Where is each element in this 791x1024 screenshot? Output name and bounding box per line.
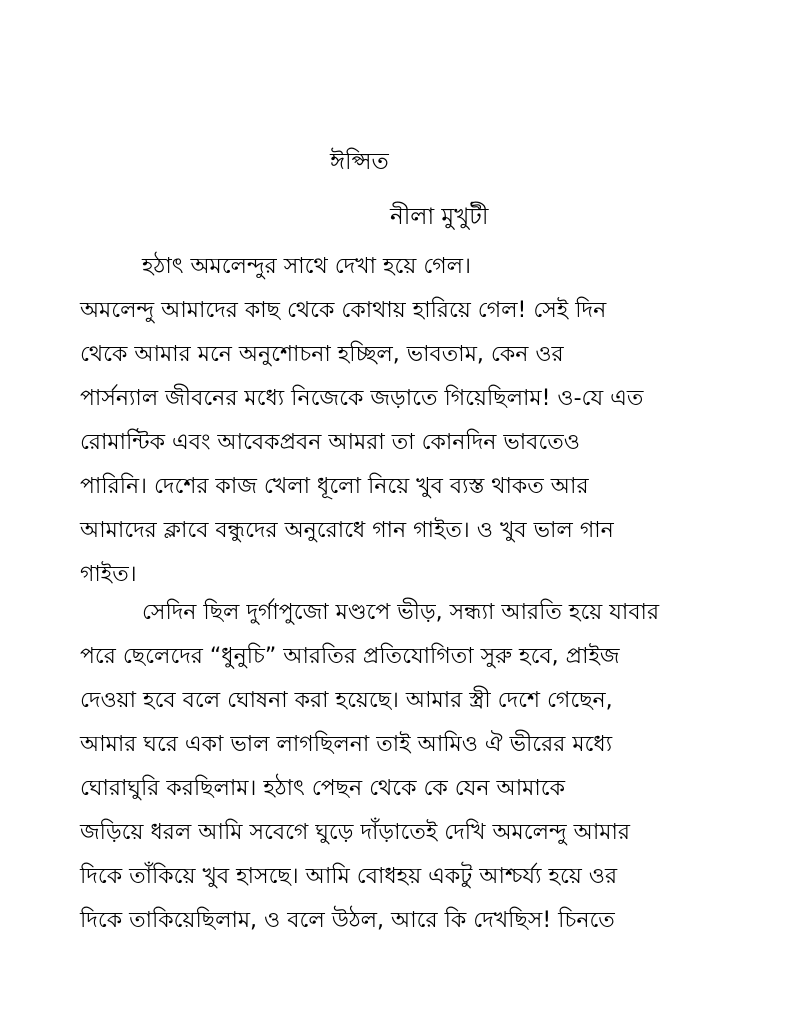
text-line: গাইত। (80, 562, 137, 587)
text-line: পারিনি। দেশের কাজ খেলা ধূলো নিয়ে খুব ব্যস্ত থাকত আর (80, 474, 589, 499)
text-line: সেদিন ছিল দুর্গাপুজো মণ্ডপে ভীড়, সন্ধ্যা আরতি হয়ে যাবার (142, 600, 660, 625)
text-line: পরে ছেলেদের “ধুনুচি” আরতির প্রতিযোগিতা সুরু হবে, প্রাইজ (80, 644, 620, 669)
text-line: দিকে তাকিয়েছিলাম, ও বলে উঠল, আরে কি দেখছিস! চিনতে (80, 908, 615, 933)
text-line: অমলেন্দু আমাদের কাছ থেকে কোথায় হারিয়ে গেল! সেই দিন (80, 298, 607, 323)
text-line: রোমান্টিক এবং আবেকপ্রবন আমরা তা কোনদিন ভাবতেও (80, 430, 580, 455)
text-line: জড়িয়ে ধরল আমি সবেগে ঘুড়ে দাঁড়াতেই দেখি অমলেন্দু আমার (80, 820, 630, 845)
story-title: ঈপ্সিত (330, 149, 389, 175)
text-line: আমার ঘরে একা ভাল লাগছিলনা তাই আমিও ঐ ভীরের মধ্যে (80, 732, 613, 757)
text-line: দেওয়া হবে বলে ঘোষনা করা হয়েছে। আমার স্ত্রী দেশে গেছেন, (80, 688, 613, 713)
text-line: দিকে তাঁকিয়ে খুব হাসছে। আমি বোধহয় একটু আশ্চর্য্য হয়ে ওর (80, 864, 618, 889)
text-line: ঘোরাঘুরি করছিলাম। হঠাৎ পেছন থেকে কে যেন আমাকে (80, 776, 566, 801)
text-line: আমাদের ক্লাবে বন্ধুদের অনুরোধে গান গাইত। ও খুব ভাল গান (80, 518, 614, 543)
author-name: নীলা মুখুটী (390, 204, 489, 230)
text-line: পার্সন্যাল জীবনের মধ্যে নিজেকে জড়াতে গিয়েছিলাম! ও-যে এত (80, 386, 644, 411)
text-line: থেকে আমার মনে অনুশোচনা হচ্ছিল, ভাবতাম, কেন ওর (80, 342, 564, 367)
text-line: হঠাৎ অমলেন্দুর সাথে দেখা হয়ে গেল। (142, 254, 471, 279)
